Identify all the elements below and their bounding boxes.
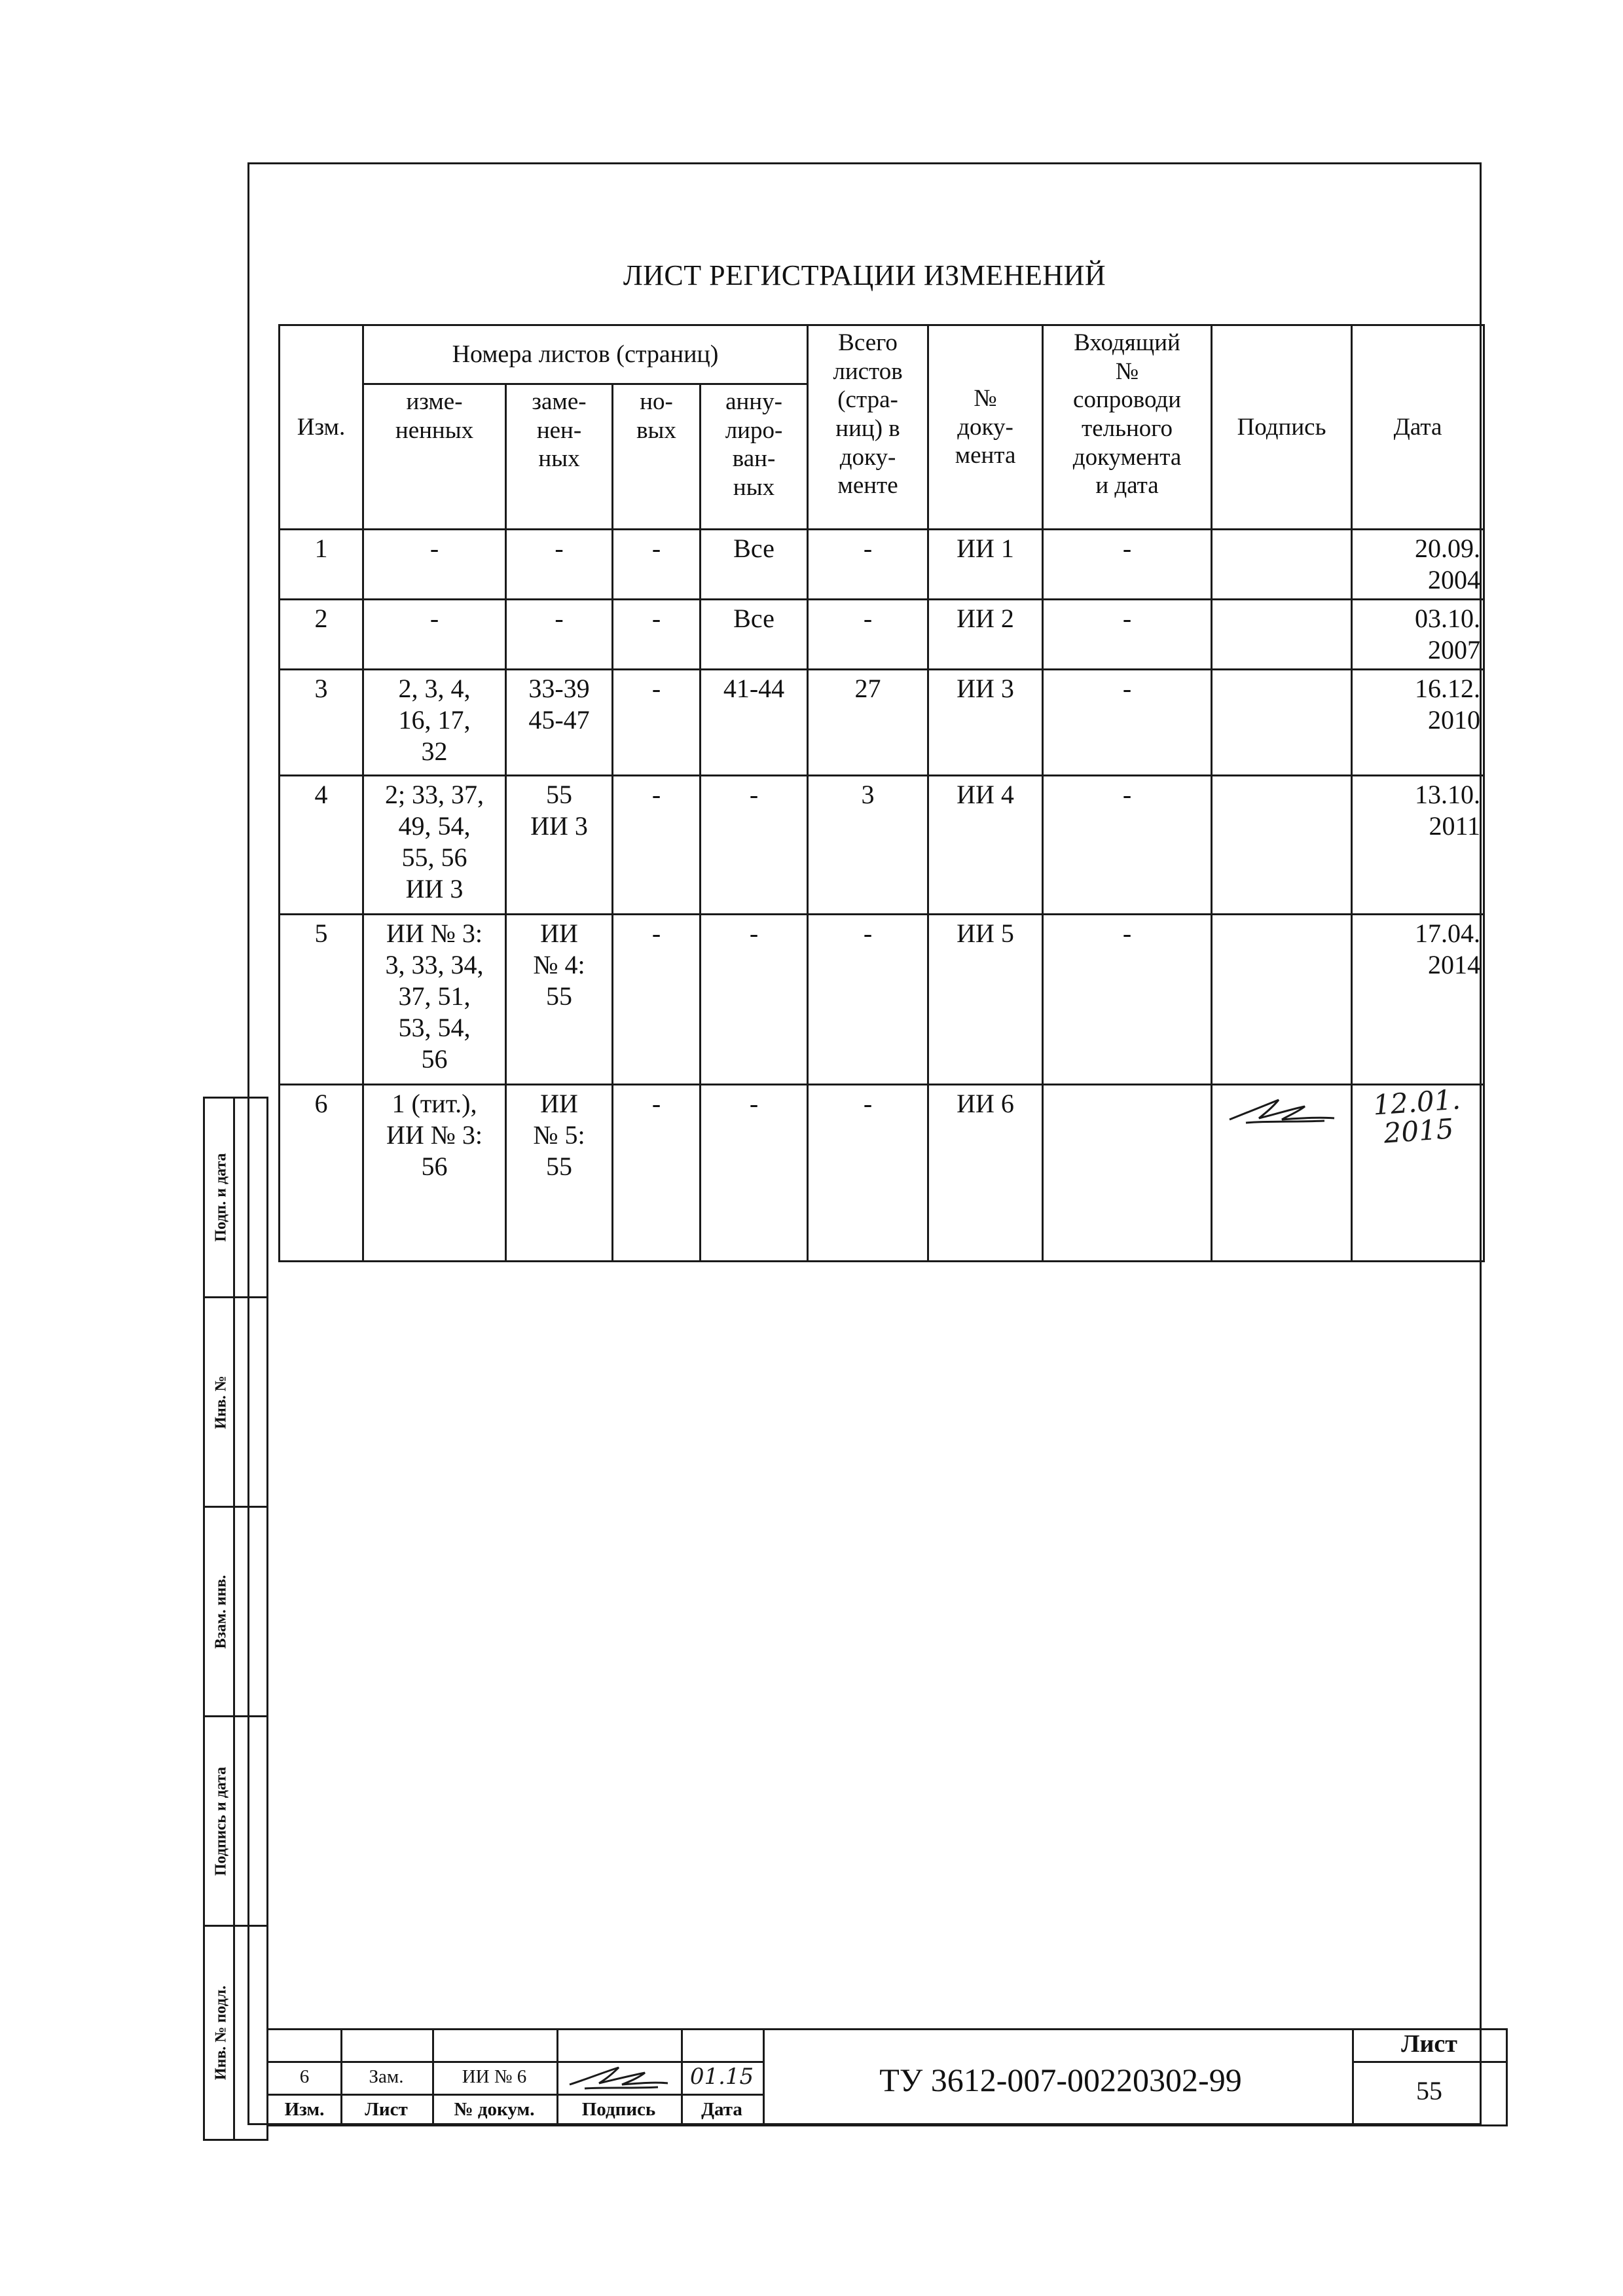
col-header-total: Всего листов (стра- ниц) в доку- менте — [808, 325, 928, 530]
cell-date: 16.12. 2010 — [1352, 670, 1484, 776]
cell-signature — [1212, 776, 1352, 915]
cell-incoming: - — [1043, 530, 1212, 600]
cell-replaced: 33-39 45-47 — [506, 670, 613, 776]
tb-list-value: Зам. — [369, 2066, 404, 2087]
cell-date: 17.04. 2014 — [1352, 915, 1484, 1085]
cell-new: - — [613, 1085, 701, 1262]
tb-date-value: 01.15 — [689, 2064, 754, 2090]
side-cell-signature-date — [205, 1099, 266, 1298]
cell-izm: 3 — [280, 670, 363, 776]
tb-izm-label: Изм. — [284, 2099, 325, 2120]
col-header-signature: Подпись — [1212, 325, 1352, 530]
cell-changed: 2; 33, 37, 49, 54, 55, 56 ИИ 3 — [363, 776, 506, 915]
cell-new: - — [613, 530, 701, 600]
cell-incoming: - — [1043, 600, 1212, 670]
col-header-sheet-numbers: Номера листов (страниц) — [363, 325, 808, 384]
cell-replaced: - — [506, 530, 613, 600]
tb-signature-mark — [566, 2062, 671, 2094]
cell-signature-handwritten — [1212, 1085, 1352, 1262]
cell-izm: 4 — [280, 776, 363, 915]
col-header-new: но- вых — [613, 384, 701, 530]
tb-izm-value: 6 — [299, 2066, 310, 2087]
cell-doc-no: ИИ 4 — [928, 776, 1043, 915]
table-row — [280, 915, 1484, 1085]
tb-date-label: Дата — [701, 2099, 742, 2120]
table-row — [280, 530, 1484, 600]
handwritten-date: 12.01. 2015 — [1372, 1083, 1462, 1150]
col-header-incoming: Входящий № сопроводи тельного документа и дата — [1043, 325, 1212, 530]
cell-changed: 1 (тит.), ИИ № 3: 56 — [363, 1085, 506, 1262]
cell-incoming: - — [1043, 670, 1212, 776]
cell-cancelled: Все — [701, 600, 808, 670]
cell-doc-no: ИИ 1 — [928, 530, 1043, 600]
cell-signature — [1212, 915, 1352, 1085]
cell-doc-no: ИИ 6 — [928, 1085, 1043, 1262]
side-label: Инв. № подл. — [212, 1985, 229, 2081]
cell-changed: - — [363, 600, 506, 670]
tb-doc-label: № докум. — [454, 2099, 535, 2120]
tb-list-label: Лист — [365, 2099, 408, 2120]
change-register-table — [278, 324, 1485, 1262]
cell-incoming — [1043, 1085, 1212, 1262]
cell-izm: 5 — [280, 915, 363, 1085]
cell-total: 3 — [808, 776, 928, 915]
sheet-label: Лист — [1401, 2030, 1457, 2058]
cell-doc-no: ИИ 2 — [928, 600, 1043, 670]
cell-changed: - — [363, 530, 506, 600]
side-cell-sign-date — [205, 1717, 266, 1927]
cell-doc-no: ИИ 5 — [928, 915, 1043, 1085]
cell-total: - — [808, 915, 928, 1085]
tb-sign-label: Подпись — [581, 2099, 656, 2120]
cell-date-handwritten — [1352, 1085, 1484, 1262]
cell-cancelled: - — [701, 915, 808, 1085]
table-row — [280, 600, 1484, 670]
col-header-cancelled: анну- лиро- ван- ных — [701, 384, 808, 530]
side-label: Инв. № — [212, 1375, 229, 1429]
table-row — [280, 1085, 1484, 1262]
cell-new: - — [613, 915, 701, 1085]
cell-total: - — [808, 530, 928, 600]
cell-cancelled: 41-44 — [701, 670, 808, 776]
col-header-doc-no: № доку- мента — [928, 325, 1043, 530]
side-cell-original-inv — [205, 1927, 266, 2139]
cell-izm: 1 — [280, 530, 363, 600]
cell-replaced: ИИ № 5: 55 — [506, 1085, 613, 1262]
cell-replaced: ИИ № 4: 55 — [506, 915, 613, 1085]
side-label: Подп. и дата — [212, 1153, 229, 1242]
col-header-date: Дата — [1352, 325, 1484, 530]
cell-total: 27 — [808, 670, 928, 776]
table-row — [280, 776, 1484, 915]
page-title: ЛИСТ РЕГИСТРАЦИИ ИЗМЕНЕНИЙ — [623, 259, 1106, 291]
cell-doc-no: ИИ 3 — [928, 670, 1043, 776]
col-header-changed: изме- ненных — [363, 384, 506, 530]
side-stamp-column — [203, 1097, 268, 2141]
side-cell-replaced-inv — [205, 1508, 266, 1717]
side-cell-inv-no — [205, 1298, 266, 1508]
col-header-izm: Изм. — [280, 325, 363, 530]
tb-doc-value: ИИ № 6 — [462, 2066, 527, 2087]
side-label: Подпись и дата — [212, 1766, 229, 1876]
cell-signature — [1212, 530, 1352, 600]
table-row — [280, 670, 1484, 776]
cell-incoming: - — [1043, 776, 1212, 915]
cell-total: - — [808, 1085, 928, 1262]
cell-date: 03.10. 2007 — [1352, 600, 1484, 670]
cell-replaced: 55 ИИ 3 — [506, 776, 613, 915]
cell-replaced: - — [506, 600, 613, 670]
cell-cancelled: - — [701, 776, 808, 915]
cell-signature — [1212, 600, 1352, 670]
cell-new: - — [613, 670, 701, 776]
col-header-replaced: заме- нен- ных — [506, 384, 613, 530]
side-label: Взам. инв. — [212, 1575, 229, 1649]
cell-cancelled: Все — [701, 530, 808, 600]
signature-mark — [1226, 1093, 1338, 1133]
cell-changed: 2, 3, 4, 16, 17, 32 — [363, 670, 506, 776]
cell-signature — [1212, 670, 1352, 776]
cell-izm: 2 — [280, 600, 363, 670]
cell-izm: 6 — [280, 1085, 363, 1262]
document-code: ТУ 3612-007-00220302-99 — [879, 2062, 1242, 2098]
cell-date: 13.10. 2011 — [1352, 776, 1484, 915]
cell-new: - — [613, 776, 701, 915]
cell-date: 20.09. 2004 — [1352, 530, 1484, 600]
cell-total: - — [808, 600, 928, 670]
sheet-number: 55 — [1416, 2076, 1442, 2105]
cell-changed: ИИ № 3: 3, 33, 34, 37, 51, 53, 54, 56 — [363, 915, 506, 1085]
cell-incoming: - — [1043, 915, 1212, 1085]
cell-new: - — [613, 600, 701, 670]
cell-cancelled: - — [701, 1085, 808, 1262]
